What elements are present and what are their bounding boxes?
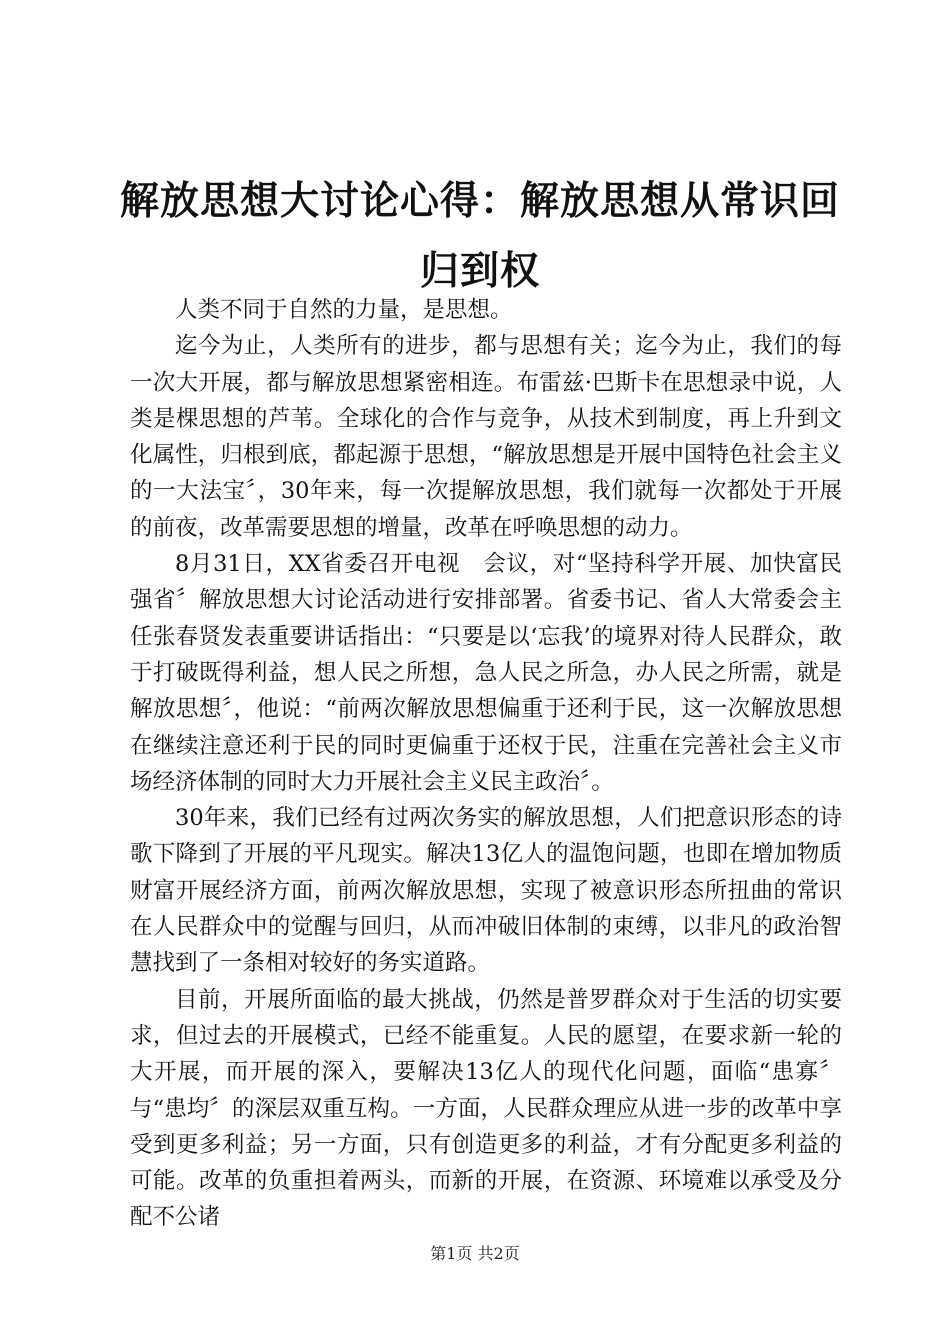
document-body	[130, 292, 842, 1236]
paragraph-3: 8月31日，XX省委召开电视 会议，对“坚持科学开展、加快富民强省〞解放思想大讨论活动进行安排部署。省委书记、省人大常委会主任张春贤发表重要讲话指出：“只要是以‘忘我’的境界对待人民群众，敢于打破既得利益，想人民之所想，急人民之所急，办人民之所需，就是解放思想〞，他说：“前两次解放思想偏重于还利于民，这一次解放思想在继续注意还利于民的同时更偏重于还权于民，注重在完善社会主义市场经济体制的同时大力开展社会主义民主政治〞。	[130, 551, 842, 795]
page-footer: 第1页 共2页	[430, 1244, 520, 1263]
paragraph-5: 目前，开展所面临的最大挑战，仍然是普罗群众对于生活的切实要求，但过去的开展模式，已经不能重复。人民的愿望，在要求新一轮的大开展，而开展的深入，要解决13亿人的现代化问题，面临“患寡〞与“患均〞的深层双重互构。一方面，人民群众理应从进一步的改革中享受到更多利益；另一方面，只有创造更多的利益，才有分配更多利益的可能。改革的负重担着两头，而新的开展，在资源、环境难以承受及分配不公诸	[130, 986, 842, 1231]
paragraph-2: 迄今为止，人类所有的进步，都与思想有关；迄今为止，我们的每一次大开展，都与解放思想紧密相连。布雷兹·巴斯卡在思想录中说，人类是棵思想的芦苇。全球化的合作与竞争，从技术到制度，再上升到文化属性，归根到底，都起源于思想，“解放思想是开展中国特色社会主义的一大法宝〞，30年来，每一次提解放思想，我们就每一次都处于开展的前夜，改革需要思想的增量，改革在呼唤思想的动力。	[130, 333, 842, 541]
paragraph-4: 30年来，我们已经有过两次务实的解放思想，人们把意识形态的诗歌下降到了开展的平凡现实。解决13亿人的温饱问题，也即在增加物质财富开展经济方面，前两次解放思想，实现了被意识形态所扭曲的常识在人民群众中的觉醒与回归，从而冲破旧体制的束缚，以非凡的政治智慧找到了一条相对较好的务实道路。	[130, 805, 842, 977]
document-title: 解放思想大讨论心得：解放思想从常识回归到权	[120, 178, 841, 294]
paragraph-1: 人类不同于自然的力量，是思想。	[175, 297, 513, 323]
